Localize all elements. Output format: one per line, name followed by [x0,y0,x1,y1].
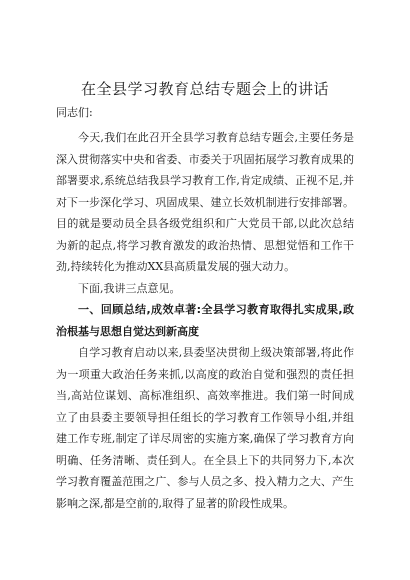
document-title: 在全县学习教育总结专题会上的讲话 [80,80,329,98]
salutation: 同志们: [56,106,93,119]
paragraph-review: 自学习教育启动以来,县委坚决贯彻上级决策部署,将此作为一项重大政治任务来抓,以高度的政治自觉和强烈的责任担当,高站位谋划、高标准组织、高效率推进。我们第一时间成立了由县委主要领导担任组长的学习教育工作领导小组,并组建工作专班,制定了详尽周密的实施方案,确保了学习教育方向明确、任务清晰、责任到人。在全县上下的共同努力下,本次学习教育覆盖范围之广、参与人员之多、投入精力之大、产生影响之深,都是空前的,取得了显著的阶段性成果。 [56,346,354,510]
section-heading-1: 一、回顾总结,成效卓著:全县学习教育取得扎实成果,政治根基与思想自觉达到新高度 [56,303,354,338]
paragraph-three-points: 下面,我讲三点意见。 [78,281,181,295]
paragraph-intro: 今天,我们在此召开全县学习教育总结专题会,主要任务是深入贯彻落实中央和省委、市委关于巩固拓展学习教育成果的部署要求,系统总结我县学习教育工作,肯定成绩、正视不足,并对下一步深化学习、巩固成果、建立长效机制进行安排部署。目的就是要动员全县各级党组织和广大党员干部,以此次总结为新的起点,将学习教育激发的政治热情、思想觉悟和工作干劲,持续转化为推动XX县高质量发展的强大动力。 [56,131,354,273]
